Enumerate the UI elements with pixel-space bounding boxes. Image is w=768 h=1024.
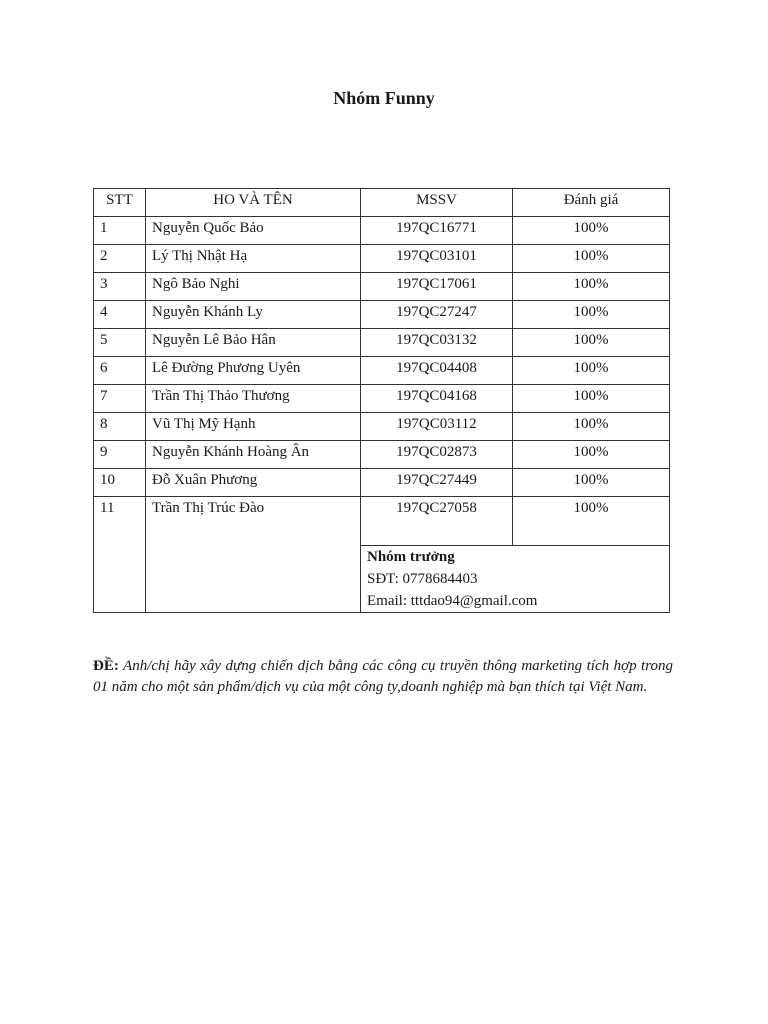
table-row (94, 357, 670, 385)
cell-stt: 3 (94, 273, 146, 301)
cell-evaluation: 100% (513, 469, 670, 497)
cell-name: Lê Đường Phương Uyên (146, 357, 361, 385)
cell-evaluation: 100% (513, 441, 670, 469)
assignment-topic (93, 656, 673, 698)
table-row (94, 301, 670, 329)
cell-name: Nguyễn Quốc Bảo (146, 217, 361, 245)
table-row (94, 217, 670, 245)
leader-info-cell (361, 546, 670, 613)
cell-evaluation: 100% (513, 245, 670, 273)
table-row (94, 329, 670, 357)
cell-name: Lý Thị Nhật Hạ (146, 245, 361, 273)
cell-mssv: 197QC03132 (361, 329, 513, 357)
table-row (94, 385, 670, 413)
cell-evaluation: 100% (513, 385, 670, 413)
cell-mssv: 197QC27058 (361, 497, 513, 546)
cell-evaluation: 100% (513, 301, 670, 329)
leader-title: Nhóm trưởng (367, 549, 455, 565)
cell-mssv: 197QC03101 (361, 245, 513, 273)
cell-evaluation: 100% (513, 357, 670, 385)
cell-name: Trần Thị Thảo Thương (146, 385, 361, 413)
cell-evaluation: 100% (513, 217, 670, 245)
cell-evaluation: 100% (513, 273, 670, 301)
cell-name: Trần Thị Trúc Đào (146, 497, 361, 613)
document-title: Nhóm Funny (333, 88, 435, 108)
table-row (94, 273, 670, 301)
cell-stt: 4 (94, 301, 146, 329)
leader-phone: SĐT: 0778684403 (367, 571, 478, 587)
cell-name: Nguyễn Lê Bảo Hân (146, 329, 361, 357)
cell-mssv: 197QC16771 (361, 217, 513, 245)
cell-name: Đỗ Xuân Phương (146, 469, 361, 497)
cell-name: Ngô Bảo Nghi (146, 273, 361, 301)
header-name: HO VÀ TÊN (146, 189, 361, 217)
cell-evaluation: 100% (513, 413, 670, 441)
table-row (94, 497, 670, 546)
topic-label: ĐỀ: (93, 658, 119, 674)
header-stt: STT (94, 189, 146, 217)
member-table (93, 188, 670, 613)
cell-stt: 2 (94, 245, 146, 273)
cell-stt: 10 (94, 469, 146, 497)
cell-mssv: 197QC03112 (361, 413, 513, 441)
topic-text: Anh/chị hãy xây dựng chiến dịch bằng các công cụ truyền thông marketing tích hợp trong 01 năm cho một sản phẩm/dịch vụ của một công ty,doanh nghiệp mà bạn thích tại Việt Nam. (93, 658, 673, 695)
table-row (94, 245, 670, 273)
cell-stt: 5 (94, 329, 146, 357)
cell-stt: 7 (94, 385, 146, 413)
cell-name: Nguyễn Khánh Ly (146, 301, 361, 329)
cell-evaluation: 100% (513, 329, 670, 357)
table-row (94, 413, 670, 441)
header-mssv: MSSV (361, 189, 513, 217)
cell-mssv: 197QC27449 (361, 469, 513, 497)
cell-mssv: 197QC04168 (361, 385, 513, 413)
cell-evaluation: 100% (513, 497, 670, 546)
cell-name: Vũ Thị Mỹ Hạnh (146, 413, 361, 441)
cell-stt: 11 (94, 497, 146, 613)
leader-email: Email: tttdao94@gmail.com (367, 593, 538, 609)
cell-name: Nguyễn Khánh Hoàng Ân (146, 441, 361, 469)
cell-mssv: 197QC27247 (361, 301, 513, 329)
cell-mssv: 197QC02873 (361, 441, 513, 469)
cell-stt: 8 (94, 413, 146, 441)
header-evaluation: Đánh giá (513, 189, 670, 217)
table-header-row (94, 189, 670, 217)
cell-stt: 9 (94, 441, 146, 469)
table-row (94, 469, 670, 497)
table-row (94, 441, 670, 469)
cell-stt: 6 (94, 357, 146, 385)
cell-mssv: 197QC04408 (361, 357, 513, 385)
cell-stt: 1 (94, 217, 146, 245)
cell-mssv: 197QC17061 (361, 273, 513, 301)
